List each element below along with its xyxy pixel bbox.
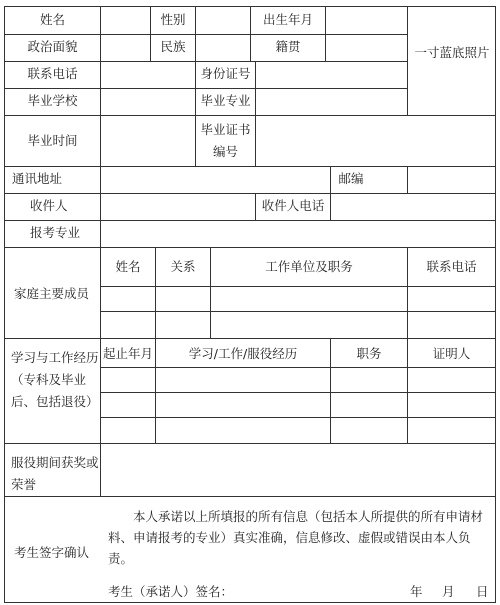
postcode-label: 邮编 — [338, 171, 364, 186]
photo-placeholder[interactable]: 一寸蓝底照片 — [414, 45, 490, 60]
cert-no-field[interactable] — [256, 116, 495, 166]
school-label: 毕业学校 — [27, 93, 78, 108]
date-year-label: 年 — [410, 584, 423, 599]
major-field[interactable] — [256, 89, 407, 115]
family-section-label: 家庭主要成员 — [14, 286, 90, 301]
native-place-label: 籍贯 — [275, 39, 301, 54]
birth-date-label: 出生年月 — [262, 12, 313, 27]
history-row[interactable] — [101, 418, 495, 443]
date-month-label: 月 — [442, 584, 455, 599]
recipient-field[interactable] — [101, 194, 255, 220]
family-header-employer: 工作单位及职务 — [265, 259, 353, 274]
birth-date-field[interactable] — [326, 7, 407, 34]
history-header-reference: 证明人 — [432, 346, 471, 361]
grad-time-label: 毕业时间 — [27, 133, 78, 148]
cert-no-label-line2: 编号 — [212, 144, 238, 159]
gender-label: 性别 — [160, 12, 186, 27]
native-place-field[interactable] — [326, 35, 407, 61]
history-row[interactable] — [101, 368, 495, 392]
history-header-position: 职务 — [356, 346, 382, 361]
family-header-name: 姓名 — [115, 259, 141, 274]
awards-label: 服役期间获奖或荣誉 — [11, 455, 99, 492]
ethnicity-label: 民族 — [160, 39, 186, 54]
applied-major-field[interactable] — [101, 221, 495, 247]
commitment-statement: 本人承诺以上所填报的所有信息（包括本人所提供的所有申请材料、申请报考的专业）真实准确，信息修改、虚假或错误由本人负责。 — [108, 509, 484, 566]
date-day-label: 日 — [476, 584, 489, 599]
signature-field[interactable] — [228, 580, 388, 600]
id-number-label: 身份证号 — [200, 66, 251, 81]
recipient-label: 收件人 — [30, 198, 68, 213]
recipient-phone-label: 收件人电话 — [261, 198, 325, 213]
history-header-experience: 学习/工作/服役经历 — [188, 346, 298, 361]
ethnicity-field[interactable] — [196, 35, 250, 61]
grad-time-field[interactable] — [101, 116, 195, 166]
awards-field[interactable] — [101, 444, 495, 496]
recipient-phone-field[interactable] — [331, 194, 495, 220]
history-header-period: 起止年月 — [102, 346, 153, 361]
address-field[interactable] — [101, 167, 330, 193]
name-label: 姓名 — [39, 12, 65, 27]
major-label: 毕业专业 — [200, 93, 251, 108]
family-header-relation: 关系 — [170, 259, 196, 274]
gender-field[interactable] — [196, 7, 250, 34]
history-row[interactable] — [101, 393, 495, 417]
history-section-label: 学习与工作经历（专科及毕业后、包括退役） — [11, 350, 99, 409]
id-number-field[interactable] — [256, 62, 407, 88]
phone-label: 联系电话 — [27, 66, 78, 81]
political-status-field[interactable] — [101, 35, 150, 61]
signature-section-label: 考生签字确认 — [14, 545, 90, 560]
political-status-label: 政治面貌 — [27, 39, 78, 54]
family-header-phone: 联系电话 — [426, 259, 477, 274]
applied-major-label: 报考专业 — [30, 225, 81, 240]
signer-label: 考生（承诺人）签名： — [108, 584, 234, 599]
cert-no-label-line1: 毕业证书 — [200, 122, 251, 137]
address-label: 通讯地址 — [12, 171, 63, 186]
postcode-field[interactable] — [408, 167, 495, 193]
name-field[interactable] — [101, 7, 150, 34]
school-field[interactable] — [101, 89, 195, 115]
phone-field[interactable] — [101, 62, 195, 88]
family-member-row[interactable] — [101, 287, 495, 311]
family-member-row[interactable] — [101, 312, 495, 338]
